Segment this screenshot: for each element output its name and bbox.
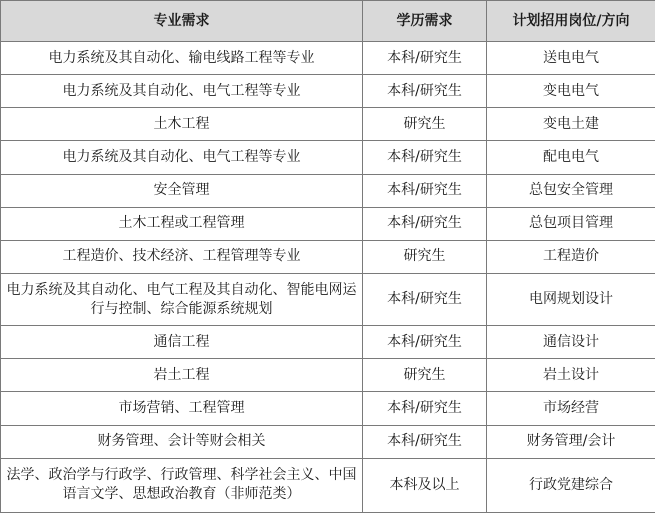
table-row [1,75,655,108]
table-row [1,273,655,325]
header-position: 计划招用岗位/方向 [487,1,655,42]
cell-position: 变电电气 [487,75,655,108]
cell-position: 通信设计 [487,326,655,359]
cell-major: 市场营销、工程管理 [1,392,363,425]
cell-major: 电力系统及其自动化、电气工程及其自动化、智能电网运行与控制、综合能源系统规划 [1,273,363,325]
table-row [1,425,655,458]
header-row [1,1,655,42]
cell-major: 财务管理、会计等财会相关 [1,425,363,458]
cell-position: 总包安全管理 [487,174,655,207]
table-row [1,108,655,141]
cell-major: 安全管理 [1,174,363,207]
table-row [1,174,655,207]
cell-degree: 本科/研究生 [363,75,487,108]
cell-major: 岩土工程 [1,359,363,392]
cell-major: 土木工程 [1,108,363,141]
cell-degree: 本科/研究生 [363,141,487,174]
cell-major: 通信工程 [1,326,363,359]
cell-position: 变电土建 [487,108,655,141]
cell-degree: 本科/研究生 [363,273,487,325]
cell-major: 土木工程或工程管理 [1,207,363,240]
cell-major: 工程造价、技术经济、工程管理等专业 [1,240,363,273]
cell-position: 行政党建综合 [487,458,655,512]
cell-degree: 本科/研究生 [363,174,487,207]
cell-major: 电力系统及其自动化、输电线路工程等专业 [1,42,363,75]
cell-degree: 研究生 [363,359,487,392]
cell-position: 工程造价 [487,240,655,273]
cell-position: 财务管理/会计 [487,425,655,458]
cell-position: 配电电气 [487,141,655,174]
table-row [1,458,655,512]
cell-position: 岩土设计 [487,359,655,392]
table-row [1,207,655,240]
cell-degree: 本科/研究生 [363,326,487,359]
table-row [1,359,655,392]
cell-degree: 研究生 [363,108,487,141]
table-row [1,326,655,359]
cell-position: 电网规划设计 [487,273,655,325]
table-row [1,392,655,425]
cell-degree: 本科/研究生 [363,207,487,240]
table-row [1,42,655,75]
cell-degree: 研究生 [363,240,487,273]
cell-degree: 本科及以上 [363,458,487,512]
cell-major: 法学、政治学与行政学、行政管理、科学社会主义、中国语言文学、思想政治教育（非师范类） [1,458,363,512]
cell-degree: 本科/研究生 [363,42,487,75]
cell-major: 电力系统及其自动化、电气工程等专业 [1,75,363,108]
cell-degree: 本科/研究生 [363,425,487,458]
cell-position: 送电电气 [487,42,655,75]
header-degree: 学历需求 [363,1,487,42]
table-row [1,240,655,273]
header-major: 专业需求 [1,1,363,42]
table-row [1,141,655,174]
cell-major: 电力系统及其自动化、电气工程等专业 [1,141,363,174]
cell-position: 市场经营 [487,392,655,425]
cell-degree: 本科/研究生 [363,392,487,425]
cell-position: 总包项目管理 [487,207,655,240]
